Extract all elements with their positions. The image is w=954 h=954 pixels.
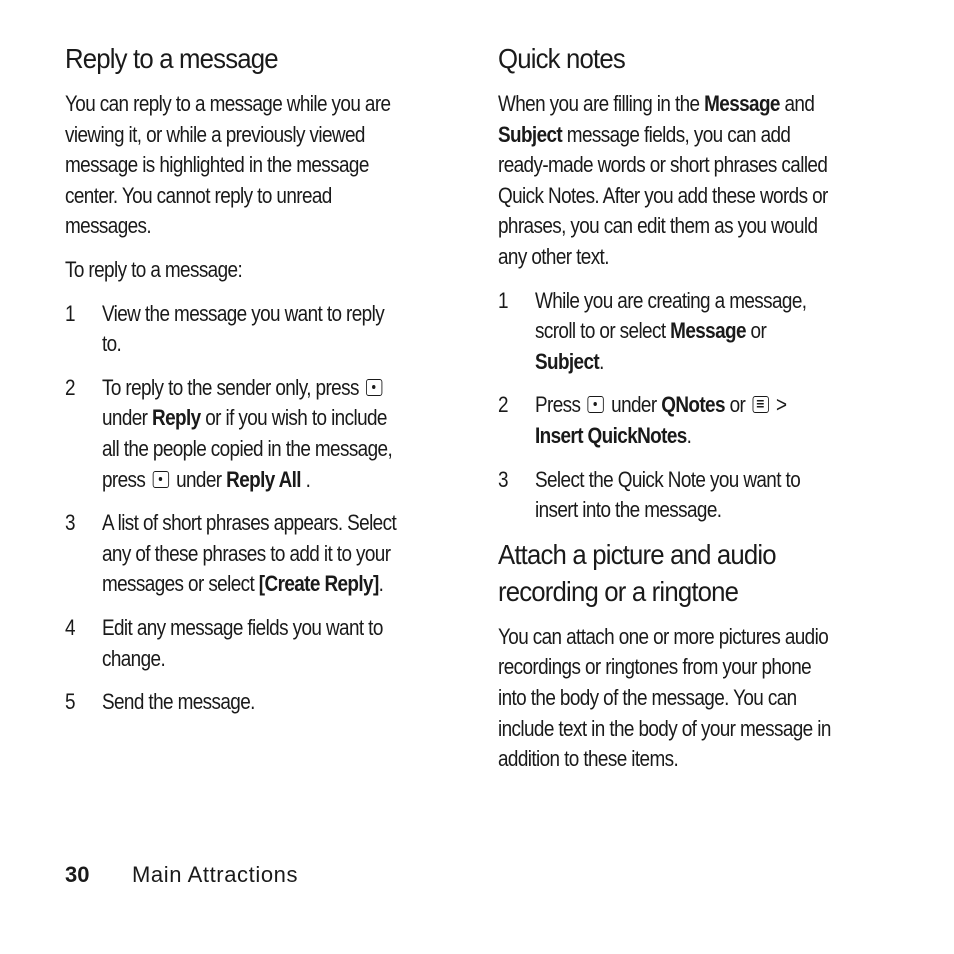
center-select-key-icon bbox=[152, 471, 168, 488]
attach-heading: Attach a picture and audio recording or a ringtone bbox=[498, 538, 776, 607]
page-number: 30 bbox=[65, 862, 90, 887]
step-text: A list of short phrases appears. Select any of these phrases to add it to your messages or select bbox=[101, 510, 397, 597]
intro-text: When you are filling in the bbox=[498, 91, 700, 116]
step-text: Send the message. bbox=[101, 689, 255, 715]
qnotes-label: QNotes bbox=[661, 392, 725, 418]
quick-notes-body bbox=[498, 89, 835, 526]
quick-notes-intro bbox=[498, 89, 835, 273]
step-text: . bbox=[686, 422, 692, 448]
step-text: or if you wish to include all the people copied in the message, press bbox=[101, 405, 393, 492]
reply-step-3 bbox=[65, 508, 396, 600]
subject-label: Subject bbox=[534, 348, 600, 374]
step-text: View the message you want to reply to. bbox=[101, 300, 385, 357]
attach-intro: You can attach one or more pictures audio recordings or ringtones from your phone into the body of the message. You can include text in the body of your message in addition to these items. bbox=[498, 623, 831, 772]
step-text: Edit any message fields you want to change. bbox=[101, 614, 383, 671]
reply-heading: Reply to a message bbox=[65, 43, 278, 74]
step-number: 3 bbox=[498, 466, 508, 492]
reply-label: Reply bbox=[152, 405, 201, 431]
step-text: While you are creating a message, scroll to or select bbox=[534, 287, 807, 344]
step-text: > bbox=[776, 392, 787, 418]
step-text: or bbox=[729, 392, 746, 418]
step-number: 1 bbox=[498, 287, 508, 313]
message-label: Message bbox=[704, 91, 780, 116]
quick-notes-step-1 bbox=[498, 286, 835, 378]
step-text: To reply to the sender only, press bbox=[101, 374, 359, 400]
step-text: under bbox=[176, 466, 222, 492]
section-name: Main Attractions bbox=[132, 862, 299, 887]
step-number: 2 bbox=[498, 392, 508, 418]
create-reply-label: [Create Reply] bbox=[258, 571, 379, 597]
intro-text: message fields, you can add ready-made words or short phrases called Quick Notes. After you add these words or phrases, you can edit them as you would any other text. bbox=[498, 121, 828, 269]
step-text: . bbox=[305, 466, 311, 492]
reply-step-5 bbox=[65, 687, 396, 718]
step-number: 1 bbox=[65, 300, 75, 326]
menu-key-icon bbox=[752, 396, 768, 413]
reply-steps bbox=[65, 299, 396, 718]
left-column bbox=[65, 40, 450, 718]
reply-body bbox=[65, 89, 396, 718]
step-text: under bbox=[611, 392, 657, 418]
insert-quicknotes-label: Insert QuickNotes bbox=[534, 422, 687, 448]
quick-notes-step-3 bbox=[498, 465, 835, 526]
step-number: 4 bbox=[65, 614, 75, 640]
intro-text: and bbox=[784, 91, 815, 116]
step-number: 3 bbox=[65, 510, 75, 536]
quick-notes-steps bbox=[498, 286, 835, 526]
reply-all-label: Reply All bbox=[226, 466, 301, 492]
center-select-key-icon bbox=[588, 396, 604, 413]
step-text: Press bbox=[534, 392, 581, 418]
center-select-key-icon bbox=[366, 379, 382, 396]
step-text: or bbox=[750, 318, 767, 344]
attach-body bbox=[498, 622, 835, 775]
quick-notes-heading: Quick notes bbox=[498, 43, 625, 74]
subject-label: Subject bbox=[498, 121, 563, 147]
step-text: . bbox=[378, 571, 384, 597]
quick-notes-step-2 bbox=[498, 390, 835, 451]
right-column bbox=[498, 40, 890, 775]
reply-lead: To reply to a message: bbox=[65, 256, 243, 282]
step-text: . bbox=[599, 348, 604, 374]
reply-step-1 bbox=[65, 299, 396, 360]
step-number: 2 bbox=[65, 374, 75, 400]
step-text: Select the Quick Note you want to insert into the message. bbox=[534, 466, 801, 523]
reply-step-2 bbox=[65, 373, 396, 495]
step-number: 5 bbox=[65, 689, 75, 715]
step-text: under bbox=[101, 405, 148, 431]
reply-step-4 bbox=[65, 613, 396, 674]
reply-intro: You can reply to a message while you are viewing it, or while a previously viewed message is highlighted in the message center. You cannot reply to unread messages. bbox=[65, 91, 391, 239]
message-label: Message bbox=[670, 318, 746, 344]
